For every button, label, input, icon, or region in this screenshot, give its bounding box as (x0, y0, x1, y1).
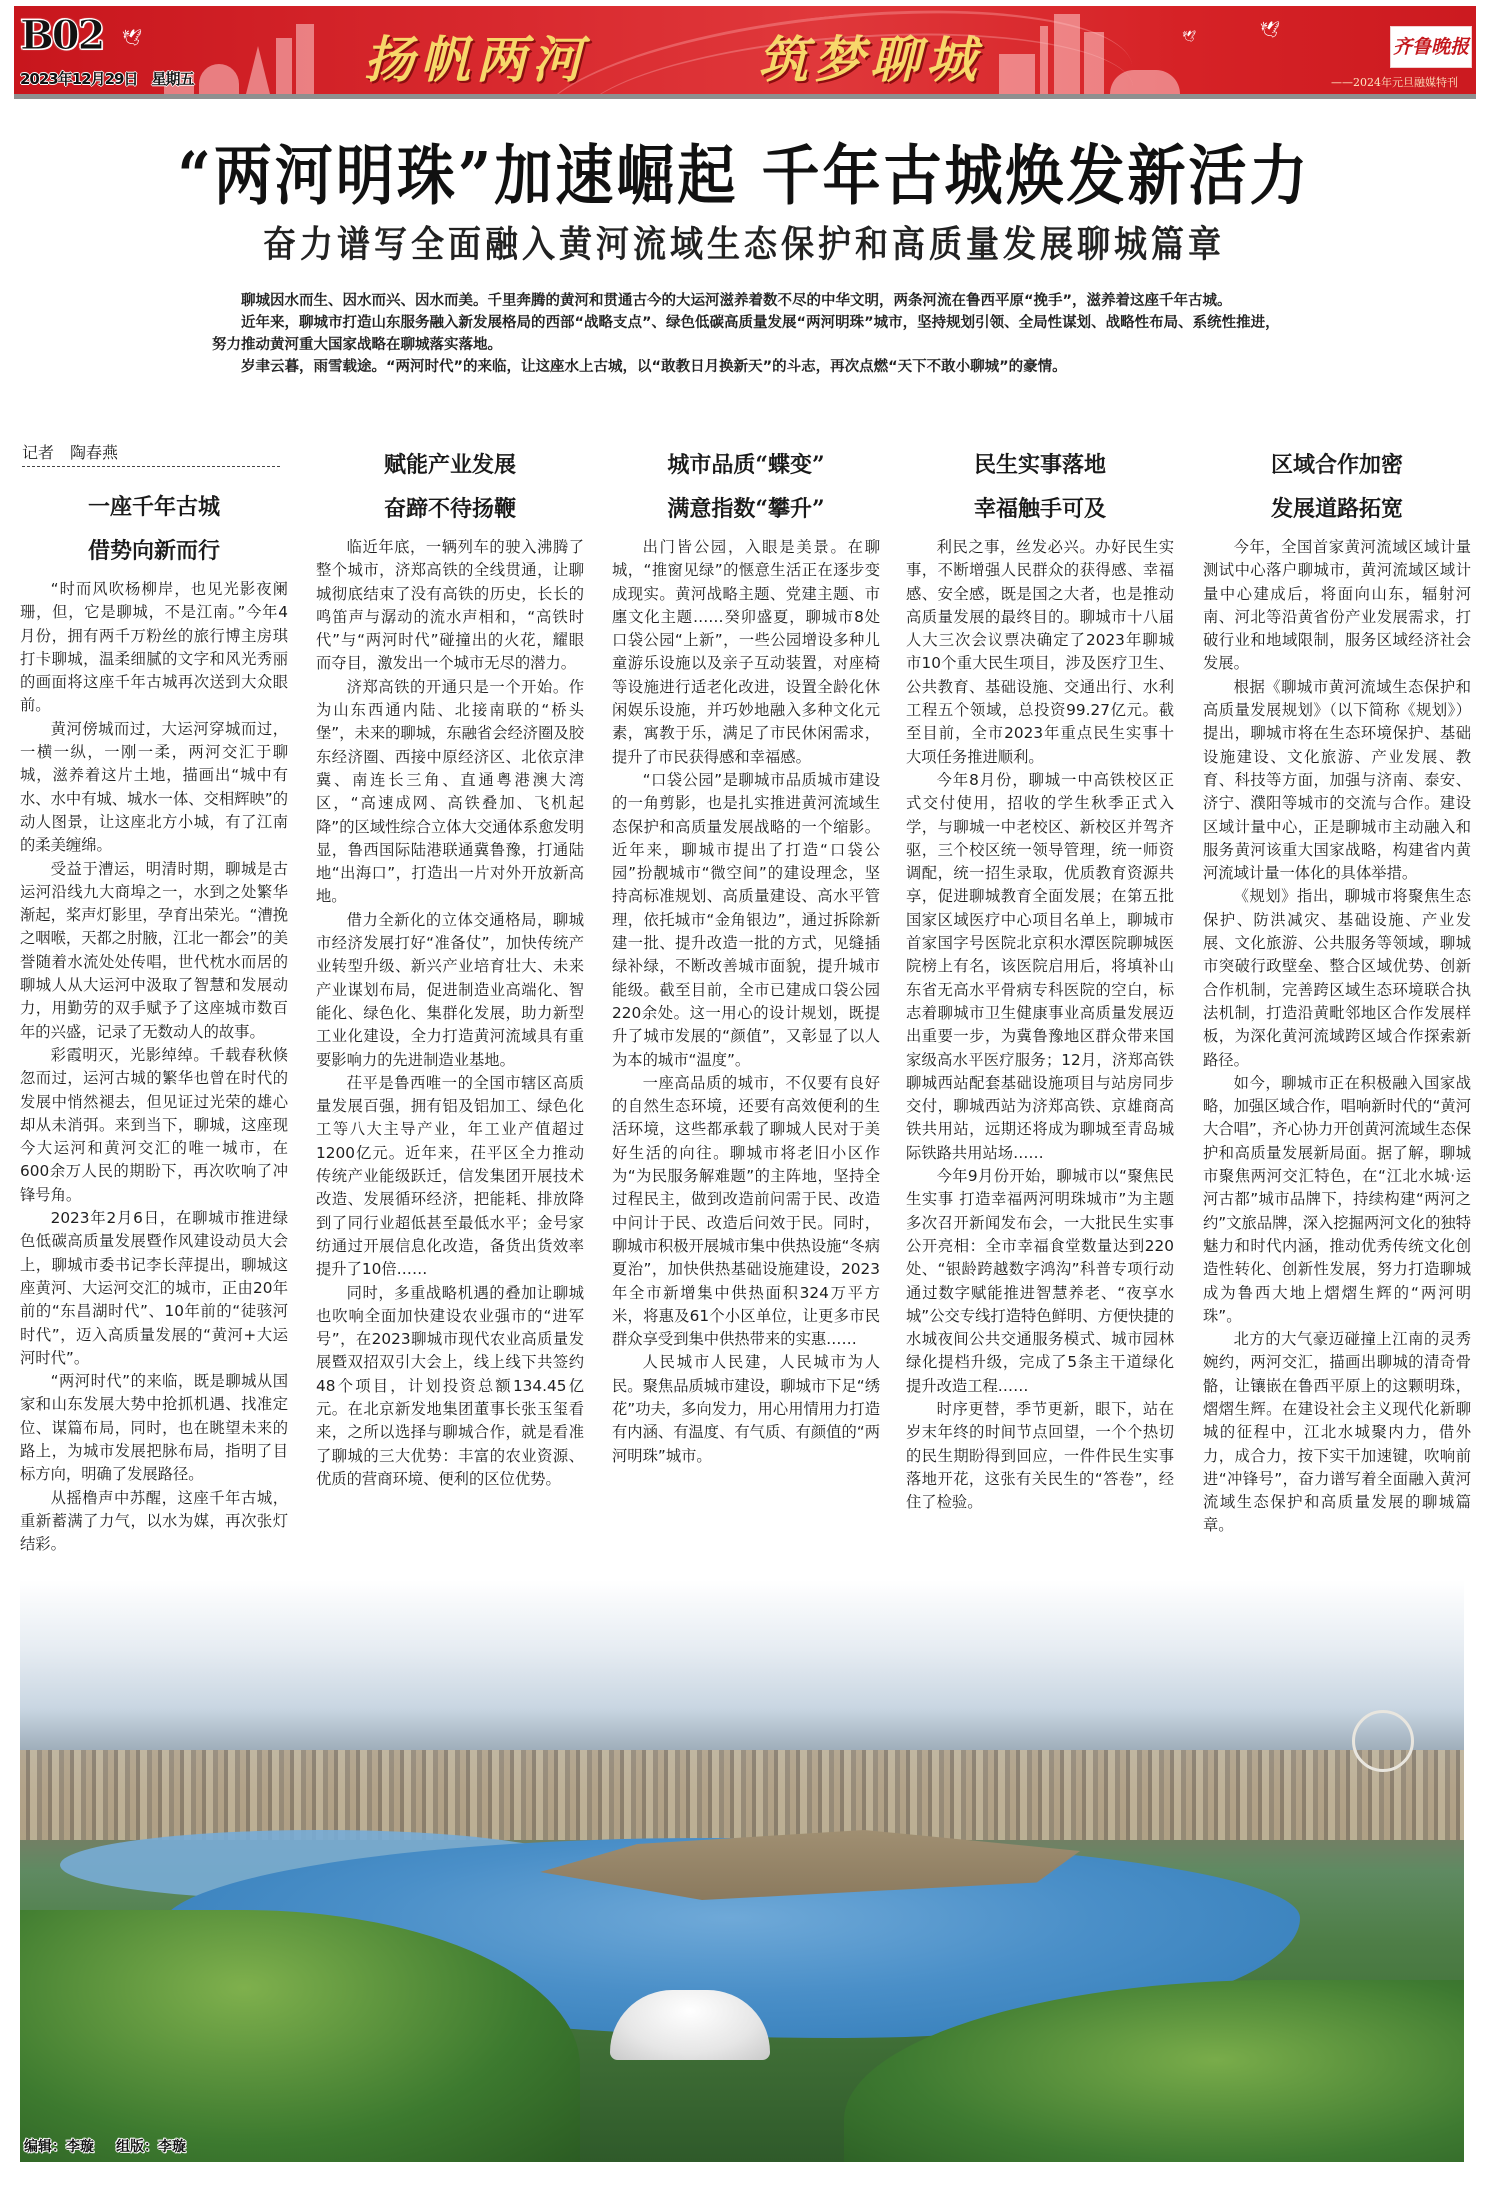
intro-paragraph: 岁聿云暮，雨雪载途。“两河时代”的来临，让这座水上古城，以“敢教日月换新天”的斗志，再次点燃“天下不敢小聊城”的豪情。 (241, 359, 1067, 375)
section-heading-line: 借势向新而行 (87, 538, 220, 564)
body-paragraph: 北方的大气豪迈碰撞上江南的灵秀婉约，两河交汇，描画出聊城的清奇骨骼，让镶嵌在鲁西平原上的这颗明珠，熠熠生辉。在建设社会主义现代化新聊城的征程中，江北水城聚内力，借外力，成合力，按下实干加速键，吹响前进“冲锋号”，奋力谱写着全面融入黄河流域生态保护和高质量发展的聊城篇章。 (1203, 1330, 1471, 1535)
intro-paragraph: 聊城因水而生、因水而兴、因水而美。千里奔腾的黄河和贯通古今的大运河滋养着数不尽的中华文明，两条河流在鲁西平原“挽手”，滋养着这座千年古城。 (241, 293, 1232, 309)
section-heading (612, 448, 880, 526)
section-heading (20, 490, 288, 568)
skyline-graphic-right (1110, 70, 1180, 94)
byline (22, 440, 280, 467)
section-heading-line: 一座千年古城 (87, 494, 220, 520)
body-paragraph: “口袋公园”是聊城市品质城市建设的一角剪影，也是扎实推进黄河流域生态保护和高质量发展战略的一个缩影。近年来，聊城市提出了打造“口袋公园”扮靓城市“微空间”的建设理念，坚持高标准规划、高质量建设、高水平管理，依托城市“金角银边”，通过拆除新建一批、提升改造一批的方式，见缝插绿补绿，不断改善城市面貌，提升城市能级。截至目前，全市已建成口袋公园220余处。这一用心的设计规划，既提升了城市发展的“颜值”，又彰显了以人为本的城市“温度”。 (612, 770, 880, 1069)
page-number: B02 (20, 12, 104, 59)
dove-icon: 🕊 (1182, 30, 1196, 43)
skyline-graphic-left (296, 24, 314, 94)
skyline-graphic-right (1054, 14, 1080, 94)
article-column-2 (316, 448, 584, 1491)
skyline-graphic-right (999, 54, 1035, 94)
dove-icon: 🕊 (1260, 20, 1281, 39)
body-paragraph: 时序更替，季节更新，眼下，站在岁末年终的时间节点回望，一个个热切的民生期盼得到回应，一件件民生实事落地开花，这张有关民生的“答卷”，经住了检验。 (906, 1399, 1174, 1512)
section-heading (906, 448, 1174, 526)
body-paragraph: 利民之事，丝发必兴。办好民生实事，不断增强人民群众的获得感、幸福感、安全感，既是国之大者，也是推动高质量发展的最终目的。聊城市十八届人大三次会议票决确定了2023年聊城市10个重大民生项目，涉及医疗卫生、公共教育、基础设施、交通出行、水利工程五个领域，总投资99.27亿元。截至目前，全市2023年重点民生实事十大项任务推进顺利。 (906, 538, 1174, 766)
newspaper-name: 齐鲁晚报 (1392, 36, 1469, 58)
aerial-lake-photo (20, 1580, 1464, 2162)
section-heading-line: 城市品质“蝶变” (667, 452, 825, 478)
body-paragraph: 人民城市人民建，人民城市为人民。聚焦品质城市建设，聊城市下足“绣花”功夫，多向发力，用心用情用力打造有内涵、有温度、有气质、有颜值的“两河明珠”城市。 (612, 1353, 880, 1465)
body-paragraph: 根据《聊城市黄河流域生态保护和高质量发展规划》（以下简称《规划》）提出，聊城市将在生态环境保护、基础设施建设、文化旅游、产业发展、教育、科技等方面，加强与济南、泰安、济宁、濮阳等城市的交流与合作。建设区域计量中心，正是聊城市主动融入和服务黄河该重大国家战略，构建省内黄河流域计量一体化的具体举措。 (1203, 677, 1471, 883)
weekday-text: 星期五 (151, 70, 194, 88)
newspaper-logo (1390, 26, 1472, 68)
headline: “两河明珠”加速崛起 千年古城焕发新活力 (177, 137, 1311, 214)
section-heading-line: 民生实事落地 (973, 452, 1106, 478)
section-heading (316, 448, 584, 526)
dove-icon: 🕊 (122, 28, 143, 47)
section-heading-line: 满意指数“攀升” (667, 496, 825, 522)
article-column-4 (906, 448, 1174, 1514)
body-paragraph: 临近年底，一辆列车的驶入沸腾了整个城市，济郑高铁的全线贯通，让聊城彻底结束了没有高铁的历史，长长的鸣笛声与潺动的流水声相和，“高铁时代”与“两河时代”碰撞出的火花，耀眼而夺目，激发出一个城市无尽的潜力。 (316, 538, 584, 673)
body-paragraph: “时而风吹杨柳岸，也见光影夜阑珊，但，它是聊城，不是江南。”今年4月份，拥有两千万粉丝的旅行博主房琪打卡聊城，温柔细腻的文字和风光秀丽的画面将这座千年古城再次送到大众眼前。 (20, 580, 288, 715)
body-paragraph: 济郑高铁的开通只是一个开始。作为山东西通内陆、北接南联的“桥头堡”，未来的聊城，东融省会经济圈及胶东经济圈、西接中原经济区、北依京津冀、南连长三角、直通粤港澳大湾区，“高速成网、高铁叠加、飞机起降”的区域性综合立体大交通体系愈发明显，鲁西国际陆港联通冀鲁豫，打通陆地“出海口”，打造出一片对外开放新高地。 (316, 677, 584, 906)
masthead-banner (14, 6, 1476, 94)
body-paragraph: 出门皆公园，入眼是美景。在聊城，“推窗见绿”的惬意生活正在逐步变成现实。黄河战略主题、党建主题、市廛文化主题……癸卯盛夏，聊城市8处口袋公园“上新”，一些公园增设多种儿童游乐设施以及亲子互动装置，对座椅等设施进行适老化改进，设置全龄化休闲娱乐设施，并巧妙地融入多种文化元素，寓教于乐，满足了市民休闲需求，提升了市民获得感和幸福感。 (612, 538, 880, 766)
body-paragraph: “两河时代”的来临，既是聊城从国家和山东发展大势中抢抓机遇、找准定位、谋篇布局，同时，也在眺望未来的路上，为城市发展把脉布局，指明了目标方向，明确了发展路径。 (20, 1372, 288, 1484)
body-paragraph: 今年，全国首家黄河流域区域计量测试中心落户聊城市，黄河流域区域计量中心建成后，将面向山东，辐射河南、河北等沿黄省份产业发展需求，打破行业和地域限制，服务区域经济社会发展。 (1203, 538, 1471, 673)
body-paragraph: 《规划》指出，聊城市将聚焦生态保护、防洪减灾、基础设施、产业发展、文化旅游、公共服务等领域，聊城市突破行政壁垒、整合区域优势、创新合作机制，完善跨区域生态环境联合执法机制，打造沿黄毗邻地区合作发展样板，为深化黄河流域跨区域合作探索新路径。 (1203, 887, 1471, 1069)
byline-label: 记者 (22, 443, 55, 462)
body-paragraph: 同时，多重战略机遇的叠加让聊城也吹响全面加快建设农业强市的“进军号”，在2023聊城市现代农业高质量发展暨双招双引大会上，线上线下共签约48个项目，计划投资总额134.45亿元。在北京新发地集团董事长张玉玺看来，之所以选择与聊城合作，就是看准了聊城的三大优势：丰富的农业资源、优质的营商环境、便利的区位优势。 (316, 1283, 584, 1488)
body-paragraph: 受益于漕运，明清时期，聊城是古运河沿线九大商埠之一，水到之处繁华渐起，桨声灯影里，孕育出荣光。“漕挽之咽喉，天都之肘腋，江北一都会”的美誉随着水流处处传唱，世代枕水而居的聊城人从大运河中汲取了智慧和发展动力，用勤劳的双手赋予了这座城市数百年的兴盛，记录了无数动人的故事。 (20, 859, 288, 1041)
article-column-5 (1203, 448, 1471, 1538)
photo-ferris-wheel (1352, 1710, 1414, 1772)
body-paragraph: 一座高品质的城市，不仅要有良好的自然生态环境，还要有高效便利的生活环境，这些都承载了聊城人民对于美好生活的向往。聊城市将老旧小区作为“为民服务解难题”的主阵地，坚持全过程民主，做到改造前问需于民、改造中问计于民、改造后问效于民。同时，聊城市积极开展城市集中供热设施“冬病夏治”，加快供热基础设施建设，2023年全市新增集中供热面积324万平方米，将惠及61个小区单位，让更多市民群众享受到集中供热带来的实惠…… (612, 1073, 880, 1349)
section-heading (1203, 448, 1471, 526)
body-paragraph: 2023年2月6日，在聊城市推进绿色低碳高质量发展暨作风建设动员大会上，聊城市委书记李长萍提出，聊城这座黄河、大运河交汇的城市，正由20年前的“东昌湖时代”、10年前的“徒骇河时代”，迈入高质量发展的“黄河+大运河时代”。 (20, 1209, 288, 1367)
body-paragraph: 彩霞明灭，光影绰绰。千载春秋倏忽而过，运河古城的繁华也曾在时代的发展中悄然褪去，但见证过光荣的雄心却从未消弭。来到当下，聊城，这座现今大运河和黄河交汇的唯一城市，在600余万人民的期盼下，再次吹响了冲锋号角。 (20, 1045, 288, 1204)
section-heading-line: 幸福触手可及 (973, 496, 1106, 522)
body-paragraph: 黄河傍城而过，大运河穿城而过，一横一纵，一刚一柔，两河交汇于聊城，滋养着这片土地，描画出“城中有水、水中有城、城水一体、交相辉映”的动人图景，让这座北方小城，有了江南的柔美缠绵。 (20, 719, 288, 855)
masthead-divider (14, 94, 1476, 99)
special-edition-label: ——2024年元旦融媒特刊 (1331, 76, 1458, 89)
section-heading-line: 区域合作加密 (1270, 452, 1403, 478)
body-paragraph: 今年8月份，聊城一中高铁校区正式交付使用，招收的学生秋季正式入学，与聊城一中老校区、新校区并驾齐驱，三个校区统一领导管理，统一师资调配，统一招生录取，优质教育资源共享，促进聊城教育全面发展；在第五批国家区域医疗中心项目名单上，聊城市首家国字号医院北京积水潭医院聊城医院榜上有名，该医院启用后，将填补山东省无高水平骨病专科医院的空白，标志着聊城市卫生健康事业高质量发展迈出重要一步，为冀鲁豫地区群众带来国家级高水平医疗服务；12月，济郑高铁聊城西站配套基础设施项目与站房同步交付，聊城西站为济郑高铁、京雄商高铁共用站，远期还将成为聊城至青岛城际铁路共用站场…… (906, 770, 1174, 1162)
reporter-name: 陶春燕 (70, 443, 119, 462)
body-paragraph: 借力全新化的立体交通格局，聊城市经济发展打好“准备仗”，加快传统产业转型升级、新兴产业培育壮大、未来产业谋划布局，促进制造业高端化、智能化、绿色化、集群化发展，助力新型工业化建设，全力打造黄河流域具有重要影响力的先进制造业基地。 (316, 910, 584, 1069)
skyline-graphic-right (1040, 26, 1048, 94)
skyline-graphic-left (276, 38, 292, 94)
article-intro (212, 290, 1292, 378)
article-column-1 (20, 490, 288, 1556)
layout-credit: 组版：李璇 (116, 2139, 186, 2155)
editor-credits (24, 2136, 186, 2156)
article-column-3 (612, 448, 880, 1468)
section-heading-line: 奋蹄不待扬鞭 (383, 496, 516, 522)
body-paragraph: 如今，聊城市正在积极融入国家战略，加强区域合作，唱响新时代的“黄河大合唱”，齐心协力开创黄河流域生态保护和高质量发展新局面。据了解，聊城市聚焦两河交汇特色，在“江北水城·运河古都”城市品牌下，持续构建“两河之约”文旅品牌，深入挖掘两河文化的独特魅力和时代内涵，推动优秀传统文化创造性转化、创新性发展，努力打造聊城成为鲁西大地上熠熠生辉的“两河明珠”。 (1203, 1073, 1471, 1325)
skyline-graphic-left (246, 46, 270, 94)
slogan-right: 筑梦聊城 (758, 30, 982, 89)
body-paragraph: 茌平是鲁西唯一的全国市辖区高质量发展百强，拥有铝及铝加工、绿色化工等八大主导产业，年工业产值超过1200亿元。近年来，茌平区全力推动传统产业能级跃迁，信发集团开展技术改造、发展循环经济，把能耗、排放降到了同行业超低甚至最低水平；金号家纺通过开展信息化改造，备货出货效率提升了10倍…… (316, 1073, 584, 1279)
body-paragraph: 从摇橹声中苏醒，这座千年古城，重新蓄满了力气，以水为媒，再次张灯结彩。 (20, 1488, 288, 1554)
intro-paragraph: 近年来，聊城市打造山东服务融入新发展格局的西部“战略支点”、绿色低碳高质量发展“两河明珠”城市，坚持规划引领、全局性谋划、战略性布局、系统性推进，努力推动黄河重大国家战略在聊城落实落地。 (212, 315, 1280, 353)
body-paragraph: 今年9月份开始，聊城市以“聚焦民生实事 打造幸福两河明珠城市”为主题多次召开新闻发布会，一大批民生实事公开亮相：全市幸福食堂数量达到220处、“银龄跨越数字鸿沟”科普专项行动通过数字赋能推进智慧养老、“夜享水城”公交专线打造特色鲜明、方便快捷的水城夜间公共交通服务模式、城市园林绿化提档升级，完成了5条主干道绿化提升改造工程…… (906, 1167, 1174, 1395)
editor-credit: 编辑：李璇 (24, 2139, 94, 2155)
section-heading-line: 赋能产业发展 (383, 452, 516, 478)
publication-date (20, 68, 208, 89)
subheadline: 奋力谱写全面融入黄河流域生态保护和高质量发展聊城篇章 (263, 222, 1225, 266)
skyline-graphic-right (1084, 32, 1104, 94)
date-text: 2023年12月29日 (20, 70, 138, 88)
slogan-left: 扬帆两河 (364, 30, 588, 89)
photo-city-skyline (20, 1750, 1464, 1840)
section-heading-line: 发展道路拓宽 (1270, 496, 1403, 522)
